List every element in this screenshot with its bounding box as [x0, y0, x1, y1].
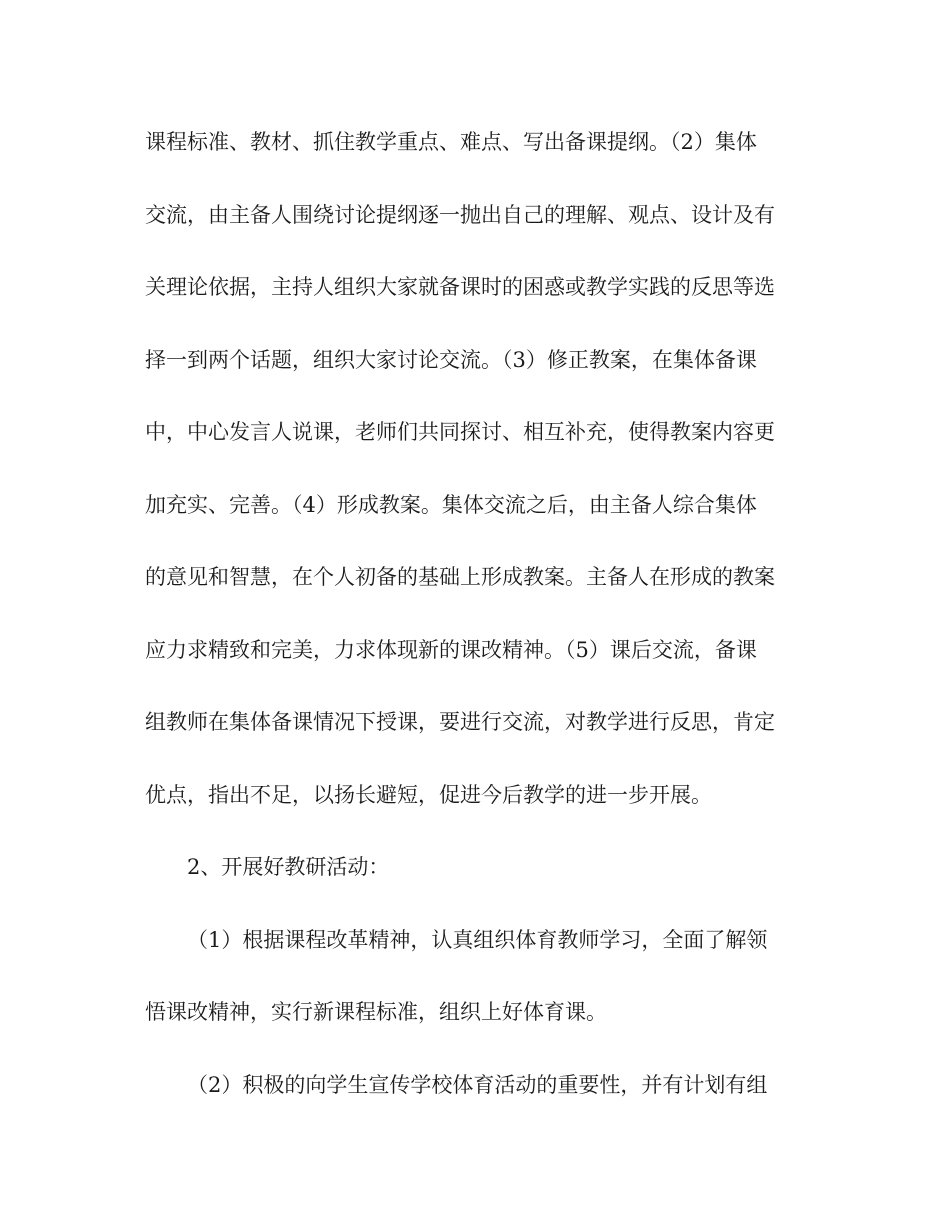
text-line: 组教师在集体备课情况下授课，要进行交流，对教学进行反思，肯定: [145, 710, 775, 734]
document-body: [145, 127, 805, 1142]
text-line: 的意见和智慧，在个人初备的基础上形成教案。主备人在形成的教案: [145, 565, 775, 589]
text-line: 中，中心发言人说课，老师们共同探讨、相互补充，使得教案内容更: [145, 420, 775, 444]
text-line: 应力求精致和完美，力求体现新的课改精神。（5）课后交流，备课: [145, 637, 757, 662]
text-line: 悟课改精神，实行新课程标准，组织上好体育课。: [145, 1000, 607, 1024]
text-line: 优点，指出不足，以扬长避短，促进今后教学的进一步开展。: [145, 782, 712, 807]
text-line: 加充实、完善。（4）形成教案。集体交流之后，由主备人综合集体: [145, 492, 757, 517]
section-heading: 2、开展好教研活动：: [187, 855, 390, 879]
text-line: （1）根据课程改革精神，认真组织体育教师学习，全面了解领: [187, 927, 768, 952]
text-line: 课程标准、教材、抓住教学重点、难点、写出备课提纲。（2）集体: [145, 130, 757, 154]
text-line: 关理论依据，主持人组织大家就备课时的困惑或教学实践的反思等选: [145, 275, 775, 299]
text-line: （2）积极的向学生宣传学校体育活动的重要性，并有计划有组: [187, 1072, 768, 1097]
text-line: 择一到两个话题，组织大家讨论交流。（3）修正教案，在集体备课: [145, 347, 757, 372]
text-line: 交流，由主备人围绕讨论提纲逐一抛出自己的理解、观点、设计及有: [145, 202, 775, 227]
